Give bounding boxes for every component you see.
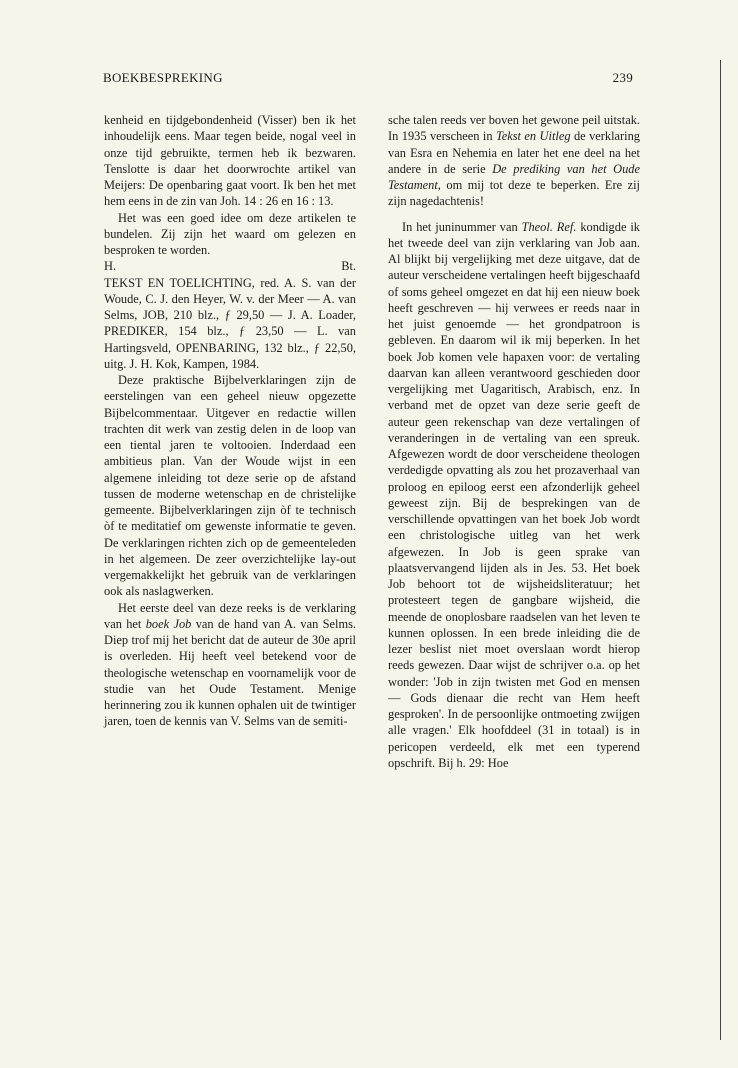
paragraph: In het juninummer van Theol. Ref. kondigde ik het tweede deel van zijn verklaring van Job aan. Al blijkt bij vergelijking met deze uitgave, dat de auteur verscheidene vertalingen heeft bijgeschaafd of soms geheel omgezet en dat hij een nieuw boek heeft geschreven — hij verwees er reeds naar in het juist genoemde — het grondpatroon is gebleven. En daarom wil ik mij beperken. In het boek Job komen vele hapaxen voor: de vertaling daarvan kan alleen verantwoord geschieden door vergelijking met Uagaritisch, Arabisch, enz. In verband met de opzet van deze serie geeft de auteur geen rekenschap van deze vertalingen of veranderingen in de vertaling van een spreuk. Afgewezen wordt de door verscheidene theologen verdedigde opvatting als zou het prozaverhaal van proloog en epiloog eerst een afzonderlijk geheel geweest zijn. Bij de besprekingen van de verschillende opvattingen van het boek Job wordt een christologische uitleg van het werk afgewezen. In Job is geen sprake van plaatsvervangend lijden als in Jes. 53. Het boek Job behoort tot de wijsheidsliteratuur; het protesteert tegen de gangbare wijsheid, die meende de onoplosbare raadselen van het leven te kunnen oplossen. In een brede inleiding die de lezer beslist niet moet overslaan wordt hierop reeds gewezen. Daar wijst de schrijver o.a. op het wonder: 'Job in zijn twisten met God en mensen — Gods dienaar die recht van Hem heeft gesproken'. In de persoonlijke ontmoeting zwijgen alle vragen.' Elk hoofddeel (31 in totaal) is in pericopen verdeeld, elk met een typerend opschrift. Bij h. 29: Hoe	[388, 219, 640, 770]
review-heading: TEKST EN TOELICHTING, red. A. S. van der Woude, C. J. den Heyer, W. v. der Meer — A. van Selms, JOB, 210 blz., ƒ 29,50 — J. A. Loader, PREDIKER, 154 blz., ƒ 23,50 — L. van Hartingsveld, OPENBARING, 132 blz., ƒ 22,50, uitg. J. H. Kok, Kampen, 1984.	[104, 275, 356, 371]
signature-line	[104, 258, 356, 274]
right-column	[388, 112, 640, 771]
paragraph: Deze praktische Bijbelverklaringen zijn de eerstelingen van een geheel nieuw opgezette Bijbelcommentaar. Uitgever en redactie willen trachten dit werk van zestig delen in de loop van een tiental jaren te voltooien. Inderdaad een ambitieus plan. Van der Woude wijst in een algemene inleiding tot deze serie op de afstand tussen de moderne wetenschap en de christelijke gemeente. Bijbelverklaringen zijn òf te technisch òf te meditatief om gewenste informatie te geven. De verklaringen richten zich op de gemeenteleden in het algemeen. De zeer overzichtelijke lay-out vergemakkelijkt het gebruik van de verklaringen ook als naslagwerken.	[104, 373, 356, 599]
paragraph: sche talen reeds ver boven het gewone peil uitstak. In 1935 verscheen in Tekst en Uitleg de verklaring van Esra en Nehemia en later het ene deel na het andere in de serie De prediking van het Oude Testament, om mij tot deze te beperken. Ere zij zijn nagedachtenis!	[388, 113, 640, 209]
emphasis: Tekst en Uitleg	[495, 129, 571, 144]
page-number: 239	[612, 70, 633, 85]
left-column	[104, 112, 356, 730]
emphasis: Theol. Ref.	[521, 219, 577, 234]
signature-initial: H.	[104, 259, 117, 274]
paragraph: Het was een goed idee om deze artikelen te bundelen. Zij zijn het waard om gelezen en besproken te worden.	[104, 210, 356, 257]
paragraph: Het eerste deel van deze reeks is de verklaring van het boek Job van de hand van A. van Selms. Diep trof mij het bericht dat de auteur de 30e april is overleden. Hij heeft veel betekend voor de theologische wetenschap en voornamelijk voor de studie van het Oude Testament. Menige herinnering zou ik kunnen ophalen uit de twintiger jaren, toen de kennis van V. Selms van de semiti-	[104, 600, 357, 729]
running-title: BOEKBESPREKING	[103, 70, 223, 85]
emphasis: boek Job	[145, 616, 192, 631]
paragraph: kenheid en tijdgebondenheid (Visser) ben ik het inhoudelijk eens. Maar tegen beide, nogal veel in onze tijd gebruikte, termen heb ik bezwaren. Tenslotte is daar het doorwrochte artikel van Meijers: De openbaring gaat voort. Ik ben het met hem eens in de zin van Joh. 14 : 26 en 16 : 13.	[104, 113, 356, 209]
signature-author: Bt.	[341, 259, 356, 274]
page-edge-rule	[720, 60, 721, 1040]
emphasis: De prediking van het Oude Testament,	[388, 161, 640, 192]
